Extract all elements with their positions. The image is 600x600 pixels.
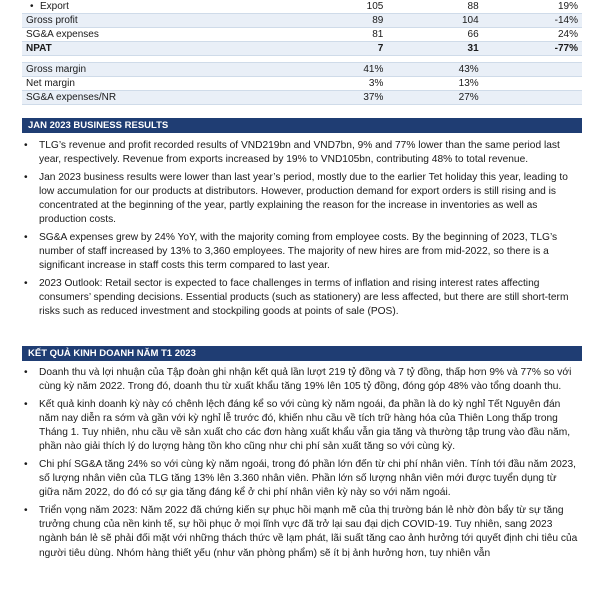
bullet-icon: • [24, 277, 28, 289]
bullet-text: Triển vọng năm 2023: Năm 2022 đã chứng kiến sự phục hồi mạnh mẽ của thị trường bán lẻ nhờ đòn bẩy từ sự tăng trưởng chung của nền kinh tế, sự hồi phục ở mọi lĩnh vực đã trở lại sau đại dịch COVID-19. Tuy nhiên, sang 2023 ngành bán lẻ sẽ phải đối mặt với những thách thức về lạm phát, lãi suất tăng cao ảnh hưởng tới quyết định chi tiêu của người tiêu dùng. Nhóm hàng thiết yếu (như văn phòng phẩm) sẽ ít bị ảnh hưởng hơn, tuy nhiên vẫn [39, 504, 578, 559]
table-row [22, 42, 582, 56]
vietnamese-results-list [22, 366, 578, 564]
table-row [22, 14, 582, 28]
row-label: Gross margin [22, 63, 292, 77]
table-row [22, 91, 582, 105]
row-value-1: 7 [292, 42, 387, 56]
row-label: NPAT [22, 42, 292, 56]
row-value-2: 66 [387, 28, 482, 42]
row-value-2: 88 [387, 0, 482, 14]
list-item [22, 139, 578, 168]
row-label: • Export [22, 0, 292, 14]
bullet-icon: • [24, 504, 28, 516]
row-value-1: 41% [292, 63, 387, 77]
bullet-text: Chi phí SG&A tăng 24% so với cùng kỳ năm ngoái, trong đó phần lớn đến từ chi phí nhân viên. Tính tới đầu năm 2023, số lượng nhân viên của TLG tăng 13% lên 3.360 nhân viên. Phần lớn số lượng nhân viên mới được tuyển dụng từ giữa năm 2022, do đó có sự gia tăng đáng kể ở chi phí nhân viên kỳ này so với năm ngoái. [39, 458, 576, 499]
bullet-icon: • [24, 398, 28, 410]
list-item [22, 231, 578, 274]
table-row [22, 0, 582, 14]
table-row [22, 63, 582, 77]
bullet-icon: • [24, 367, 28, 378]
row-label: SG&A expenses/NR [22, 91, 292, 105]
row-change: -77% [483, 42, 582, 56]
list-item [22, 398, 578, 455]
list-item [22, 277, 578, 320]
row-label: Gross profit [22, 14, 292, 28]
section-header-vietnamese-results: KẾT QUẢ KINH DOANH NĂM T1 2023 [22, 346, 582, 361]
table-row [22, 28, 582, 42]
row-label: SG&A expenses [22, 28, 292, 42]
bullet-text: Kết quả kinh doanh kỳ này có chênh lệch đáng kể so với cùng kỳ năm ngoái, đa phần là do kỳ nghỉ Tết Nguyên đán năm nay diễn ra sớm và gần với kỳ nghỉ lễ trước đó, khiến nhu cầu về tích trữ hàng hóa của Thiên Long thấp trong Tháng 1. Tuy nhiên, nhu cầu về sản xuất cho các đơn hàng xuất khẩu vẫn gia tăng và thường tập trung vào đầu năm, phần nào giải thích lý do lượng hàng tồn kho cũng như chi phí sản xuất tăng so với cùng kỳ. [39, 398, 571, 453]
row-value-1: 37% [292, 91, 387, 105]
list-item [22, 171, 578, 228]
bullet-icon: • [24, 140, 28, 151]
bullet-text: TLG’s revenue and profit recorded results of VND219bn and VND7bn, 9% and 77% lower than the same period last year, respectively. Revenue from exports increased by 19% to VND105bn, contributing 48% to total revenue. [39, 140, 560, 166]
list-item [22, 458, 578, 501]
row-value-2: 27% [387, 91, 482, 105]
bullet-text: 2023 Outlook: Retail sector is expected to face challenges in terms of inflation and rising interest rates affecting consumers’ spending decisions. Essential products (such as stationery) are less affected, but there are still short-term risks such as reduced investment and stockpiling goods at points of sale (POS). [39, 277, 569, 318]
english-results-list [22, 139, 578, 323]
row-value-2: 13% [387, 77, 482, 91]
row-value-1: 81 [292, 28, 387, 42]
financial-summary-table [22, 0, 582, 105]
row-value-2: 31 [387, 42, 482, 56]
row-label: Net margin [22, 77, 292, 91]
row-change: 24% [483, 28, 582, 42]
row-change: -14% [483, 14, 582, 28]
row-value-2: 104 [387, 14, 482, 28]
bullet-text: Doanh thu và lợi nhuận của Tập đoàn ghi nhận kết quả lần lượt 219 tỷ đồng và 7 tỷ đồng, thấp hơn 9% và 77% so với cùng kỳ năm 2022. Trong đó, doanh thu từ xuất khẩu tăng 19% lên 105 tỷ đồng, đóng góp 48% vào tổng doanh thu. [39, 367, 572, 393]
table-spacer [22, 56, 582, 63]
bullet-text: Jan 2023 business results were lower than last year’s period, mostly due to the earlier Tet holiday this year, leading to low accumulation for our products at distributors. However, production demand for export orders is still rising and is concentrated at the beginning of the year, partly explaining the reason for the increase in inventories as well as production costs. [39, 171, 568, 226]
row-change: 19% [483, 0, 582, 14]
row-value-2: 43% [387, 63, 482, 77]
section-header-jan-2023-results: JAN 2023 BUSINESS RESULTS [22, 118, 582, 133]
row-value-1: 3% [292, 77, 387, 91]
list-item [22, 504, 578, 561]
bullet-icon: • [24, 458, 28, 470]
row-value-1: 89 [292, 14, 387, 28]
row-value-1: 105 [292, 0, 387, 14]
list-item [22, 366, 578, 395]
table-row [22, 77, 582, 91]
bullet-icon: • [24, 171, 28, 183]
bullet-icon: • [24, 231, 28, 243]
bullet-text: SG&A expenses grew by 24% YoY, with the majority coming from employee costs. By the beginning of 2023, TLG’s number of staff increased by 13% to 3,360 employees. The majority of new hires are from mid-2022, so there is a significant increase in staff costs this term compared to last year. [39, 231, 558, 272]
